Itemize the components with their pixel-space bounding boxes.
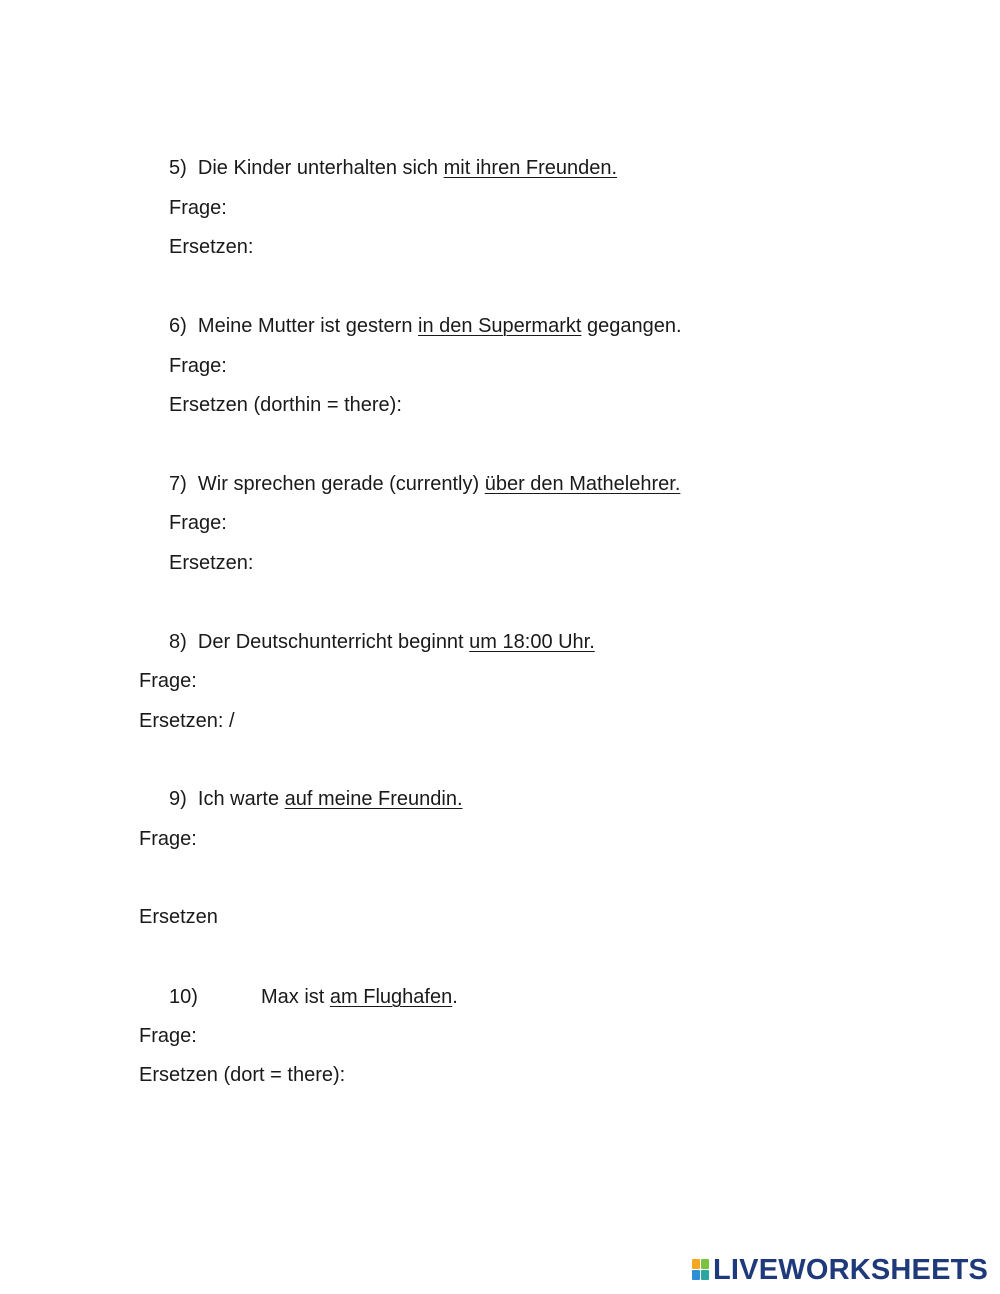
frage-label: Frage: bbox=[139, 828, 197, 850]
ersetzen-label: Ersetzen (dorthin = there): bbox=[169, 394, 402, 416]
liveworksheets-logo bbox=[692, 1256, 988, 1284]
sentence-tail: . bbox=[452, 986, 458, 1008]
sentence-text: Max ist bbox=[261, 986, 330, 1008]
question-7 bbox=[169, 472, 680, 496]
question-number: 5) bbox=[169, 157, 187, 179]
question-number: 10) bbox=[169, 986, 198, 1008]
frage-label: Frage: bbox=[169, 512, 227, 534]
underlined-phrase: über den Mathelehrer. bbox=[484, 473, 681, 495]
question-number: 6) bbox=[169, 315, 187, 337]
question-6 bbox=[169, 314, 682, 338]
frage-label: Frage: bbox=[169, 197, 227, 219]
frage-label: Frage: bbox=[139, 670, 197, 692]
sentence-text: Wir sprechen gerade (currently) bbox=[197, 473, 485, 495]
sentence-text: Meine Mutter ist gestern bbox=[197, 315, 419, 337]
question-8 bbox=[169, 630, 595, 654]
ersetzen-label: Ersetzen (dort = there): bbox=[139, 1064, 346, 1086]
underlined-phrase: in den Supermarkt bbox=[418, 315, 582, 337]
ersetzen-label: Ersetzen: bbox=[169, 236, 254, 258]
ersetzen-label: Ersetzen: bbox=[169, 552, 254, 574]
question-5 bbox=[169, 156, 617, 180]
sentence-text: Ich warte bbox=[197, 788, 285, 810]
underlined-phrase: mit ihren Freunden. bbox=[443, 157, 618, 179]
question-number: 9) bbox=[169, 788, 187, 810]
sentence-tail: gegangen. bbox=[581, 315, 682, 337]
underlined-phrase: um 18:00 Uhr. bbox=[469, 631, 595, 653]
underlined-phrase: am Flughafen bbox=[329, 986, 453, 1008]
ersetzen-label: Ersetzen bbox=[139, 906, 218, 928]
question-number: 7) bbox=[169, 473, 187, 495]
ersetzen-label: Ersetzen: / bbox=[139, 710, 235, 732]
sentence-text: Der Deutschunterricht beginnt bbox=[197, 631, 470, 653]
underlined-phrase: auf meine Freundin. bbox=[284, 788, 463, 810]
question-number: 8) bbox=[169, 631, 187, 653]
sentence-text: Die Kinder unterhalten sich bbox=[197, 157, 444, 179]
question-9 bbox=[169, 787, 463, 811]
question-10 bbox=[169, 985, 458, 1009]
logo-mark-icon bbox=[692, 1259, 710, 1281]
frage-label: Frage: bbox=[169, 355, 227, 377]
frage-label: Frage: bbox=[139, 1025, 197, 1047]
logo-text: LIVEWORKSHEETS bbox=[713, 1254, 989, 1286]
